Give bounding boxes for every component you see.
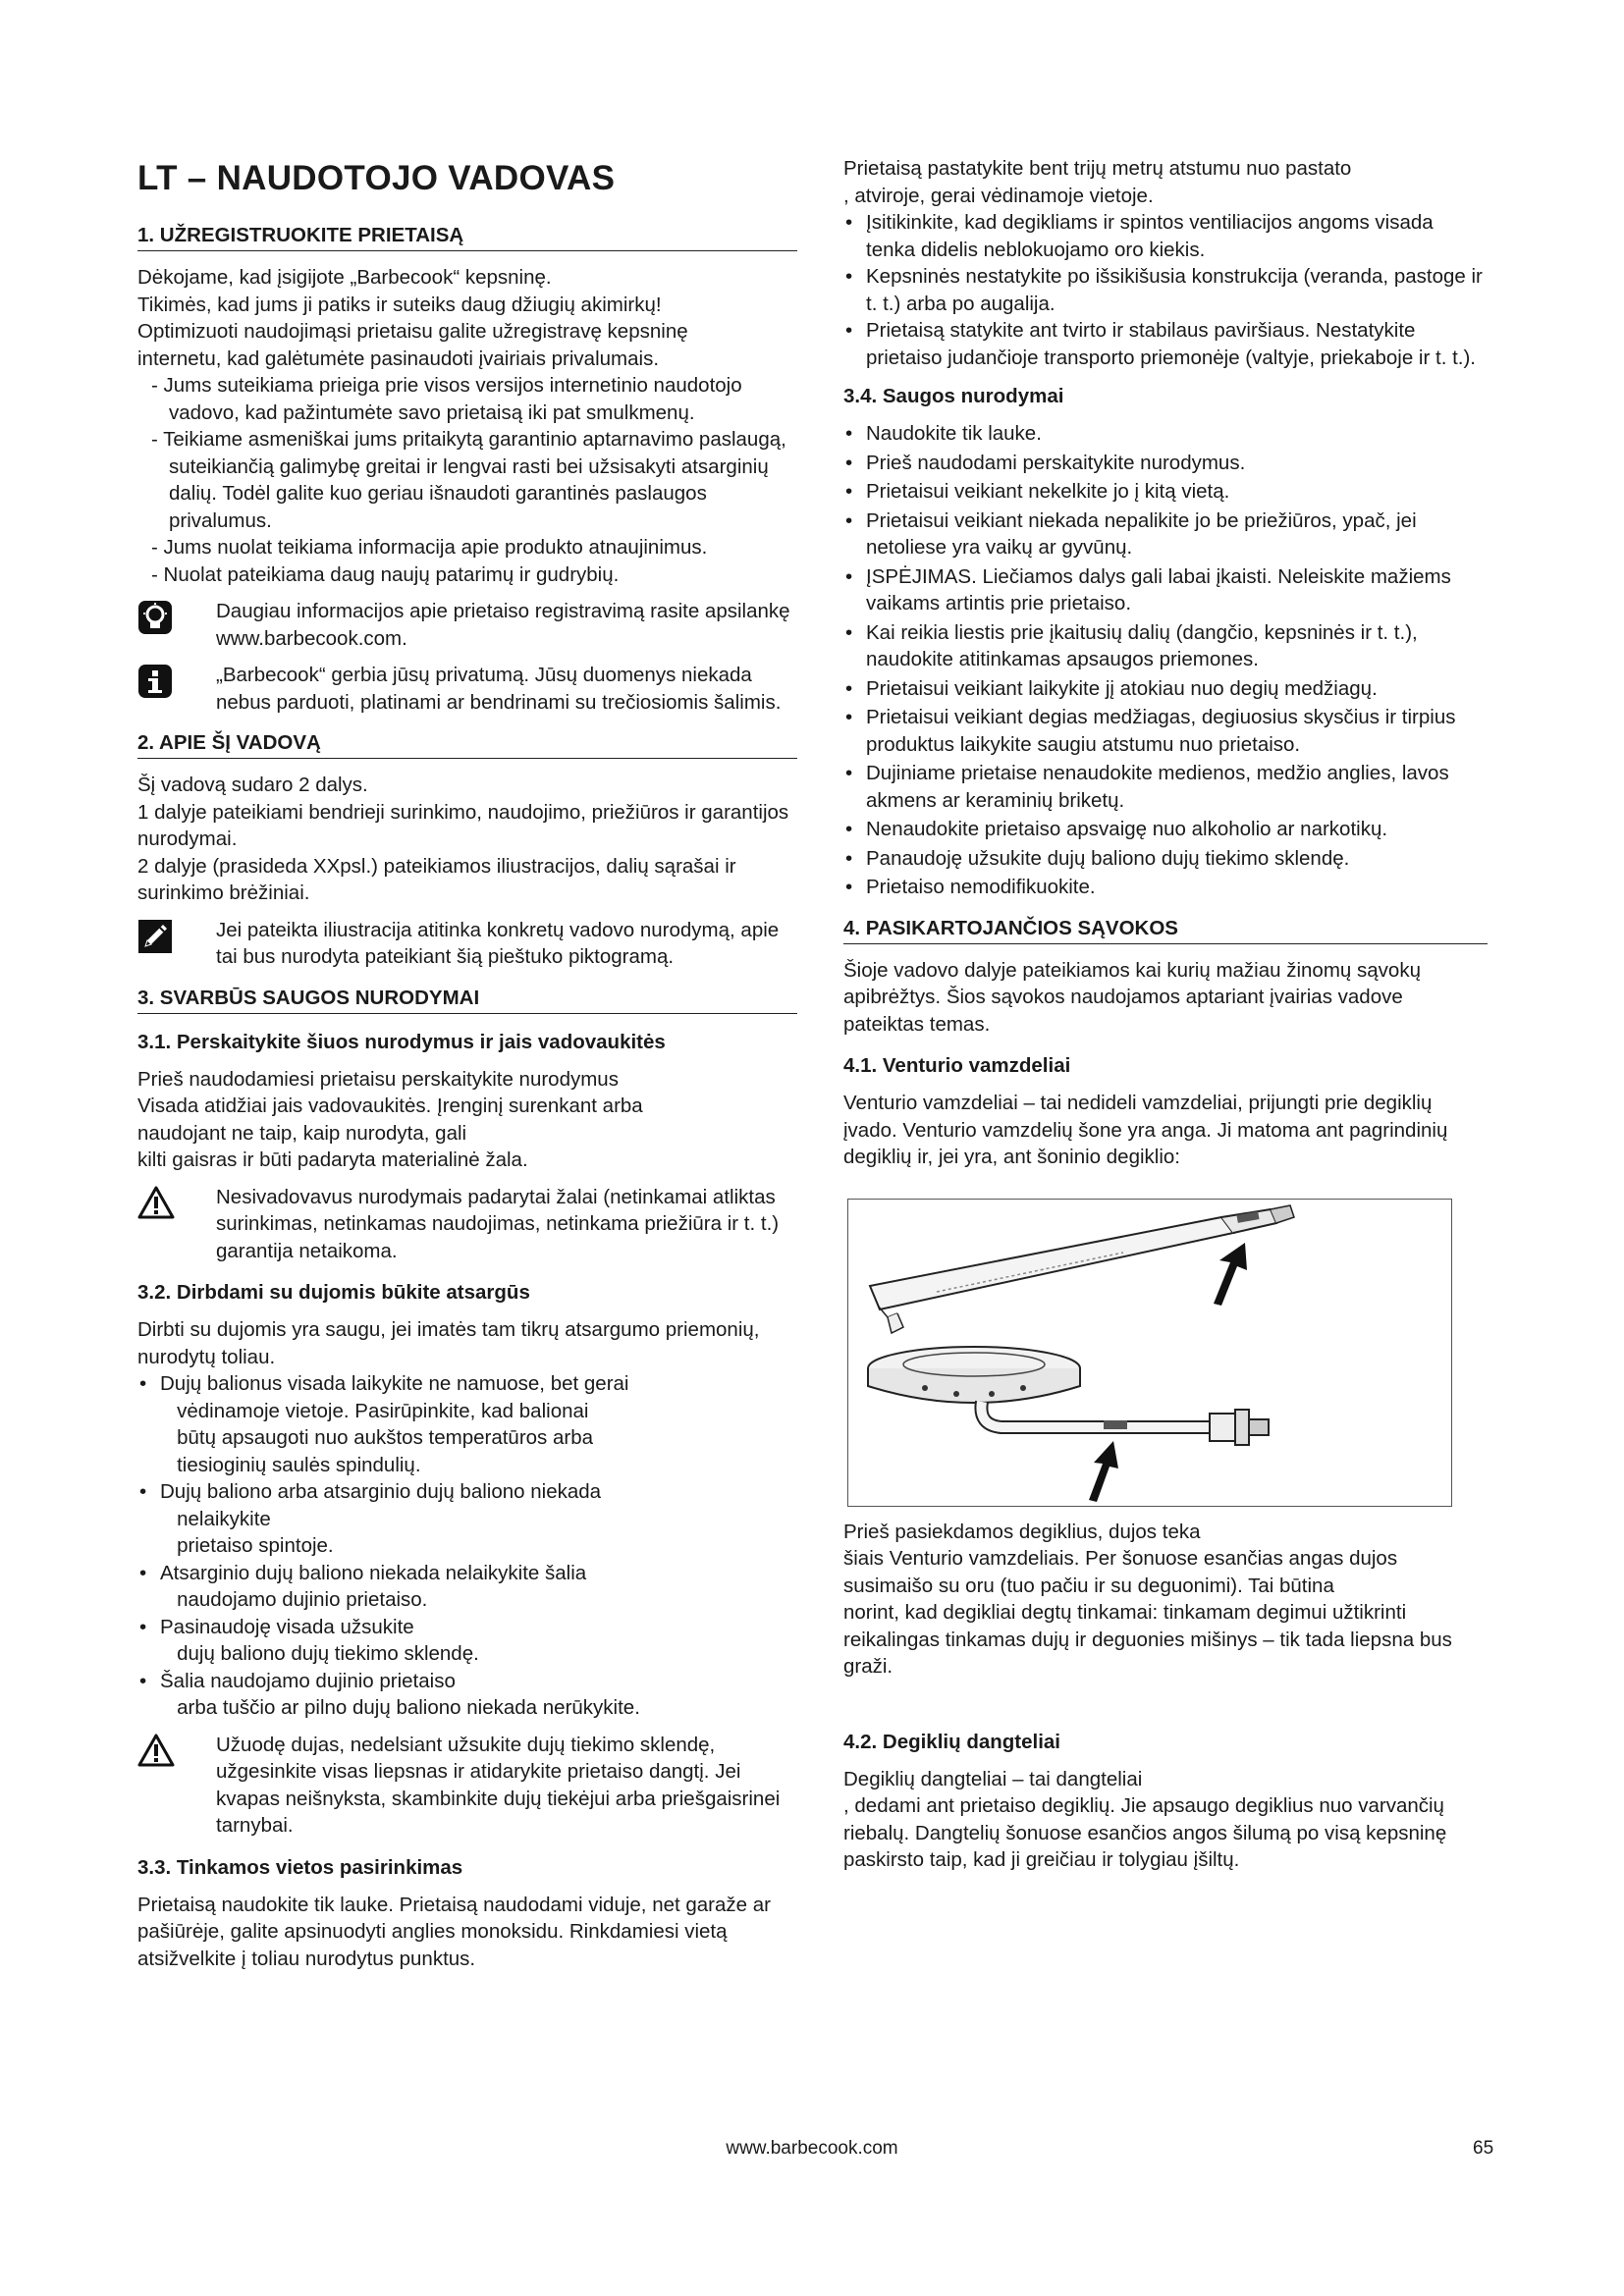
s41-after-3: norint, kad degikliai degtų tinkamai: tinkamam degimui užtikrinti reikalingas tinkamas dujų ir deguonies mišinys – tik tada liepsna bus graži. — [843, 1601, 1452, 1678]
list-item: - Teikiame asmeniškai jums pritaikytą garantinio aptarnavimo paslaugą, suteikiančią galimybę greitai ir lengvai rasti bei užsisakyti atsarginių dalių. Todėl galite kuo geriau išnaudoti garantinės paslaugos privalumus. — [151, 428, 786, 532]
tip-note — [137, 598, 797, 652]
list-item: • Dujiniame prietaise nenaudokite medienos, medžio anglies, lavos akmens ar keraminių briketų. — [843, 760, 1488, 814]
list-item: • Panaudoję užsukite dujų baliono dujų tiekimo sklendę. — [843, 845, 1488, 873]
section-4-heading: 4. PASIKARTOJANČIOS SĄVOKOS — [843, 917, 1488, 944]
s33-text: Prietaisą naudokite tik lauke. Prietaisą naudodami viduje, net garaže ar pašiūrėje, galite apsinuodyti anglies monoksidu. Rinkdamiesi vietą atsižvelkite į toliau nurodytus punktus. — [137, 1893, 771, 1970]
s33-continued-2: , atviroje, gerai vėdinamoje vietoje. — [843, 184, 1154, 207]
list-item: • ĮSPĖJIMAS. Liečiamos dalys gali labai įkaisti. Neleiskite mažiems vaikams artintis prie prietaiso. — [843, 563, 1488, 617]
s41-after-2: šiais Venturio vamzdeliais. Per šonuose esančias angas dujos susimaišo su oru (tuo pačiu ir su deguonimi). Tai būtina — [843, 1547, 1398, 1597]
privacy-note — [137, 662, 797, 716]
list-item: • Prietaisui veikiant laikykite jį atokiau nuo degių medžiagų. — [843, 675, 1488, 703]
list-item: - Jums nuolat teikiama informacija apie produkto atnaujinimus. — [151, 536, 708, 559]
s2-line-1: Šį vadovą sudaro 2 dalys. — [137, 774, 368, 796]
location-list — [843, 209, 1488, 371]
list-item: • Įsitikinkite, kad degikliams ir spintos ventiliacijos angoms visada tenka didelis neblokuojamo oro kiekis. — [843, 209, 1488, 263]
right-column — [843, 155, 1488, 1874]
arrow-icon — [1089, 1441, 1118, 1502]
tip-text: Daugiau informacijos apie prietaiso registravimą rasite apsilankę www.barbecook.com. — [216, 600, 790, 650]
page-number: 65 — [1473, 2138, 1494, 2159]
s41-after-1: Prieš pasiekdamos degiklius, dujos teka — [843, 1520, 1201, 1543]
section-3-1-heading: 3.1. Perskaitykite šiuos nurodymus ir jais vadovaukitės — [137, 1030, 666, 1053]
s1-benefits-list — [137, 372, 797, 588]
venturi-tubes-illustration — [847, 1199, 1452, 1507]
s42-line-1: Degiklių dangteliai – tai dangteliai — [843, 1767, 1143, 1790]
gas-smell-warning-note — [137, 1732, 797, 1840]
s33-continued-1: Prietaisą pastatykite bent trijų metrų atstumu nuo pastato — [843, 157, 1352, 180]
list-item: • Prietaisui veikiant niekada nepalikite jo be priežiūros, ypač, jei netoliese yra vaikų ar gyvūnų. — [843, 507, 1488, 561]
s1-intro-3: Optimizuoti naudojimąsi prietaisu galite užregistravę kepsninę — [137, 320, 688, 343]
s42-line-2: , dedami ant prietaiso degiklių. Jie apsaugo degiklius nuo varvančių riebalų. Dangtelių šonuose esančios angos šilumą po visą kepsninę paskirsto taip, kad ji greičiau ir tolygiau įšiltų. — [843, 1794, 1447, 1871]
list-item: • Prietaisui veikiant nekelkite jo į kitą vietą. — [843, 478, 1488, 506]
gas-smell-warning-text: Užuodę dujas, nedelsiant užsukite dujų tiekimo sklendę, užgesinkite visas liepsnas ir atidarykite prietaiso dangtį. Jei kvapas neišnyksta, skambinkite dujų tiekėjui arba priešgaisrinei tarnybai. — [216, 1733, 781, 1837]
arrow-icon — [1214, 1243, 1247, 1306]
privacy-text: „Barbecook“ gerbia jūsų privatumą. Jūsų duomenys niekada nebus parduoti, platinami ar bendrinami su trečiosiomis šalimis. — [216, 664, 782, 714]
list-item: • Šalia naudojamo dujinio prietaiso arba tuščio ar pilno dujų baliono niekada nerūkykite. — [137, 1668, 797, 1722]
page-title: LT – NAUDOTOJO VADOVAS — [137, 159, 616, 197]
s32-intro: Dirbti su dujomis yra saugu, jei imatės tam tikrų atsargumo priemonių, nurodytų toliau. — [137, 1318, 760, 1368]
s4-intro: Šioje vadovo dalyje pateikiamos kai kurių mažiau žinomų sąvokų apibrėžtys. Šios sąvokos naudojamos aptariant įvairias vadove pateiktas temas. — [843, 958, 1421, 1036]
s2-line-3: 2 dalyje (prasideda XXpsl.) pateikiamos iliustracijos, dalių sąrašai ir surinkimo brėžiniai. — [137, 854, 736, 904]
list-item: • Prietaiso nemodifikuokite. — [843, 874, 1488, 901]
s1-intro-1: Dėkojame, kad įsigijote „Barbecook“ kepsninę. — [137, 266, 552, 289]
s31-line-3: naudojant ne taip, kaip nurodyta, gali — [137, 1121, 467, 1145]
s41-text: Venturio vamzdeliai – tai nedideli vamzdeliai, prijungti prie degiklių įvado. Venturio vamzdelių šone yra anga. Ji matoma ant pagrindinių degiklių ir, jei yra, ant šoninio degiklio: — [843, 1092, 1448, 1168]
list-item: • Dujų baliono arba atsarginio dujų baliono niekada nelaikykite prietaiso spintoje. — [137, 1478, 797, 1560]
list-item: • Prieš naudodami perskaitykite nurodymus. — [843, 450, 1488, 477]
list-item: • Prietaisui veikiant degias medžiagas, degiuosius skysčius ir tirpius produktus laikykite saugiu atstumu nuo prietaiso. — [843, 704, 1488, 758]
s31-line-4: kilti gaisras ir būti padaryta materialinė žala. — [137, 1148, 528, 1171]
s31-line-2: Visada atidžiai jais vadovaukitės. Įrenginį surenkant arba — [137, 1095, 643, 1117]
list-item: • Pasinaudoję visada užsukite dujų baliono dujų tiekimo sklendę. — [137, 1614, 797, 1668]
list-item: • Dujų balionus visada laikykite ne namuose, bet gerai vėdinamoje vietoje. Pasirūpinkite, kad balionai būtų apsaugoti nuo aukštos temperatūros arba tiesioginių saulės spindulių. — [137, 1370, 797, 1478]
left-column — [137, 147, 797, 1972]
footer-url: www.barbecook.com — [726, 2138, 898, 2159]
s2-line-2: 1 dalyje pateikiami bendrieji surinkimo, naudojimo, priežiūros ir garantijos nurodymai. — [137, 800, 789, 850]
section-3-2-heading: 3.2. Dirbdami su dujomis būkite atsargūs — [137, 1281, 530, 1304]
warning-icon — [137, 1186, 177, 1224]
s31-line-1: Prieš naudodamiesi prietaisu perskaitykite nurodymus — [137, 1067, 619, 1091]
safety-instructions-list — [843, 420, 1488, 901]
warning-icon — [137, 1734, 177, 1772]
section-3-3-heading: 3.3. Tinkamos vietos pasirinkimas — [137, 1855, 463, 1879]
s1-intro-2: Tikimės, kad jums ji patiks ir suteiks daug džiugių akimirkų! — [137, 293, 662, 316]
list-item: • Naudokite tik lauke. — [843, 420, 1488, 448]
warranty-warning-note — [137, 1184, 797, 1265]
list-item: • Kai reikia liestis prie įkaitusių dalių (dangčio, kepsninės ir t. t.), naudokite atitinkamas apsaugos priemones. — [843, 619, 1488, 673]
s1-intro-4: internetu, kad galėtumėte pasinaudoti įvairiais privalumais. — [137, 347, 660, 370]
section-4-2-heading: 4.2. Degiklių dangteliai — [843, 1730, 1061, 1753]
section-4-1-heading: 4.1. Venturio vamzdeliai — [843, 1054, 1071, 1077]
list-item: • Prietaisą statykite ant tvirto ir stabilaus paviršiaus. Nestatykite prietaiso judančioje transporto priemonėje (valtyje, priekaboje ir t. t.). — [843, 317, 1488, 371]
pencil-note — [137, 917, 797, 971]
list-item: • Kepsninės nestatykite po išsikišusia konstrukcija (veranda, pastoge ir t. t.) arba po augalija. — [843, 263, 1488, 317]
pencil-icon — [137, 919, 177, 959]
list-item: - Jums suteikiama prieiga prie visos versijos internetinio naudotojo vadovo, kad pažintumėte savo prietaisą iki pat smulkmenų. — [151, 374, 742, 424]
warranty-warning-text: Nesivadovavus nurodymais padarytai žalai (netinkamai atliktas surinkimas, netinkamas naudojimas, netinkama priežiūra ir t. t.) garantija netaikoma. — [216, 1185, 780, 1262]
section-3-heading: 3. SVARBŪS SAUGOS NURODYMAI — [137, 987, 797, 1014]
info-icon — [137, 664, 177, 704]
list-item: • Nenaudokite prietaiso apsvaigę nuo alkoholio ar narkotikų. — [843, 816, 1488, 843]
gas-safety-list — [137, 1370, 797, 1722]
list-item: • Atsarginio dujų baliono niekada nelaikykite šalia naudojamo dujinio prietaiso. — [137, 1560, 797, 1614]
section-2-heading: 2. APIE ŠĮ VADOVĄ — [137, 731, 797, 759]
side-burner-drawing — [868, 1347, 1269, 1445]
section-1-heading: 1. UŽREGISTRUOKITE PRIETAISĄ — [137, 224, 797, 251]
list-item: - Nuolat pateikiama daug naujų patarimų ir gudrybių. — [151, 562, 620, 586]
section-3-4-heading: 3.4. Saugos nurodymai — [843, 385, 1064, 407]
lightbulb-icon — [137, 600, 177, 640]
pencil-text: Jei pateikta iliustracija atitinka konkretų vadovo nurodymą, apie tai bus nurodyta pateikiant šią pieštuko piktogramą. — [216, 918, 780, 968]
